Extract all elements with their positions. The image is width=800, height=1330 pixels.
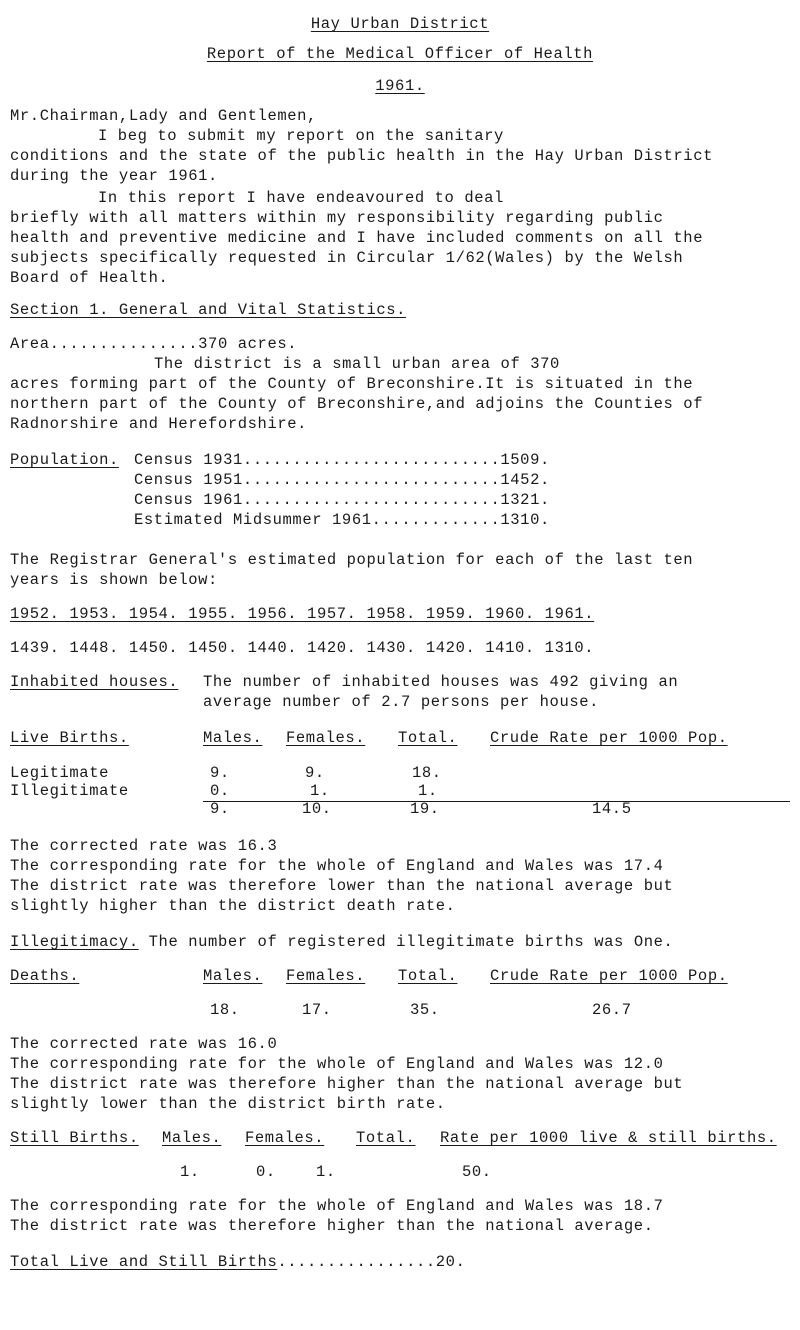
deaths-males: 18.: [210, 1001, 240, 1019]
live-births-label: Live Births.: [10, 729, 129, 747]
registrar-text-line2: years is shown below:: [10, 571, 218, 589]
report-subtitle: Report of the Medical Officer of Health: [206, 45, 594, 63]
deaths-text-line3: The district rate was therefore higher than the national average but: [10, 1075, 684, 1093]
live-births-cell: 1.: [310, 782, 330, 800]
total-births-label: Total Live and Still Births: [10, 1253, 278, 1271]
illegitimacy-text: The number of registered illegitimate births was One.: [148, 933, 674, 951]
still-births-text-line1: The corresponding rate for the whole of England and Wales was 18.7: [10, 1197, 664, 1215]
deaths-header-rate: Crude Rate per 1000 Pop.: [490, 967, 728, 985]
intro-p2-line3: health and preventive medicine and I have included comments on all the: [10, 229, 704, 247]
population-row-label: Census 1951: [134, 471, 243, 489]
deaths-text-line1: The corrected rate was 16.0: [10, 1035, 278, 1053]
live-births-cell: 9.: [305, 764, 325, 782]
population-row: [134, 490, 550, 510]
population-row-dots: .............: [371, 511, 501, 529]
still-births-header-total: Total.: [356, 1129, 416, 1147]
inhabited-text-line1: The number of inhabited houses was 492 giving an: [203, 673, 679, 691]
live-births-text-line2: The corresponding rate for the whole of England and Wales was 17.4: [10, 857, 664, 875]
intro-p1-line1: I beg to submit my report on the sanitary: [98, 127, 504, 145]
illegitimacy-row: [10, 932, 673, 952]
population-values: 1439. 1448. 1450. 1450. 1440. 1420. 1430. 1420. 1410. 1310.: [10, 639, 595, 657]
still-births-text-line2: The district rate was therefore higher than the national average.: [10, 1217, 654, 1235]
area-text-line1: The district is a small urban area of 370: [154, 355, 560, 373]
still-births-header-females: Females.: [245, 1129, 325, 1147]
live-births-text-line4: slightly higher than the district death rate.: [10, 897, 456, 915]
area-value: 370 acres.: [198, 335, 298, 353]
intro-p2-line5: Board of Health.: [10, 269, 169, 287]
area-text-line3: northern part of the County of Breconshire,and adjoins the Counties of: [10, 395, 704, 413]
live-births-header-rate: Crude Rate per 1000 Pop.: [490, 729, 728, 747]
population-row: [134, 450, 550, 470]
deaths-header-females: Females.: [286, 967, 366, 985]
deaths-text-line4: slightly lower than the district birth rate.: [10, 1095, 446, 1113]
deaths-header-males: Males.: [203, 967, 263, 985]
population-row-dots: ..........................: [242, 491, 501, 509]
live-births-total-rate: 14.5: [592, 800, 632, 818]
area-text-line2: acres forming part of the County of Breconshire.It is situated in the: [10, 375, 694, 393]
live-births-header-males: Males.: [203, 729, 263, 747]
area-dots: ...............: [49, 335, 199, 353]
population-row-label: Census 1931: [134, 451, 243, 469]
area-text-line4: Radnorshire and Herefordshire.: [10, 415, 308, 433]
population-row-value: 1321.: [500, 491, 550, 509]
population-row: [134, 470, 550, 490]
live-births-cell: 18.: [412, 764, 442, 782]
live-births-total-females: 10.: [302, 800, 332, 818]
still-births-label: Still Births.: [10, 1129, 139, 1147]
live-births-total-males: 9.: [210, 800, 230, 818]
deaths-header-total: Total.: [398, 967, 458, 985]
live-births-cell: 0.: [210, 782, 230, 800]
live-births-text-line3: The district rate was therefore lower than the national average but: [10, 877, 674, 895]
illegitimacy-label: Illegitimacy.: [10, 933, 139, 951]
intro-p2-line2: briefly with all matters within my responsibility regarding public: [10, 209, 664, 227]
registrar-text-line1: The Registrar General's estimated population for each of the last ten: [10, 551, 694, 569]
district-title: Hay Urban District: [310, 15, 490, 33]
population-label: Population.: [10, 451, 119, 469]
live-births-header-females: Females.: [286, 729, 366, 747]
population-row-dots: ..........................: [242, 471, 501, 489]
section1-heading: Section 1. General and Vital Statistics.: [10, 301, 407, 319]
population-row-label: Census 1961: [134, 491, 243, 509]
population-row-dots: ..........................: [242, 451, 501, 469]
population-row-value: 1509.: [500, 451, 550, 469]
intro-p2-line1: In this report I have endeavoured to deal: [98, 189, 504, 207]
population-years: 1952. 1953. 1954. 1955. 1956. 1957. 1958. 1959. 1960. 1961.: [10, 605, 595, 623]
still-births-header-rate: Rate per 1000 live & still births.: [440, 1129, 777, 1147]
live-births-header-total: Total.: [398, 729, 458, 747]
population-row-value: 1310.: [500, 511, 550, 529]
deaths-rate: 26.7: [592, 1001, 632, 1019]
live-births-cell: 1.: [418, 782, 438, 800]
area-row: [10, 334, 297, 354]
live-births-text-line1: The corrected rate was 16.3: [10, 837, 278, 855]
area-label: Area: [10, 335, 50, 353]
deaths-total: 35.: [410, 1001, 440, 1019]
live-births-total-rule: [203, 801, 790, 802]
live-births-total-total: 19.: [410, 800, 440, 818]
report-year: 1961.: [375, 77, 425, 95]
population-row-value: 1452.: [500, 471, 550, 489]
still-births-rate: 50.: [462, 1163, 492, 1181]
deaths-label: Deaths.: [10, 967, 80, 985]
intro-p1-line2: conditions and the state of the public health in the Hay Urban District: [10, 147, 714, 165]
population-row: [134, 510, 550, 530]
intro-p2-line4: subjects specifically requested in Circular 1/62(Wales) by the Welsh: [10, 249, 684, 267]
still-births-header-males: Males.: [162, 1129, 222, 1147]
still-births-males: 1.: [180, 1163, 200, 1181]
salutation: Mr.Chairman,Lady and Gentlemen,: [10, 107, 317, 125]
total-births-value: 20.: [435, 1253, 466, 1271]
live-births-row-label: Legitimate: [10, 764, 110, 782]
total-births-dots: ................: [277, 1253, 436, 1271]
intro-p1-line3: during the year 1961.: [10, 167, 218, 185]
population-row-label: Estimated Midsummer 1961: [134, 511, 372, 529]
live-births-row-label: Illegitimate: [10, 782, 129, 800]
still-births-females: 0.: [256, 1163, 276, 1181]
deaths-females: 17.: [302, 1001, 332, 1019]
live-births-cell: 9.: [210, 764, 230, 782]
still-births-total: 1.: [316, 1163, 336, 1181]
total-births-row: [10, 1252, 466, 1272]
inhabited-text-line2: average number of 2.7 persons per house.: [203, 693, 600, 711]
inhabited-label: Inhabited houses.: [10, 673, 179, 691]
deaths-text-line2: The corresponding rate for the whole of England and Wales was 12.0: [10, 1055, 664, 1073]
